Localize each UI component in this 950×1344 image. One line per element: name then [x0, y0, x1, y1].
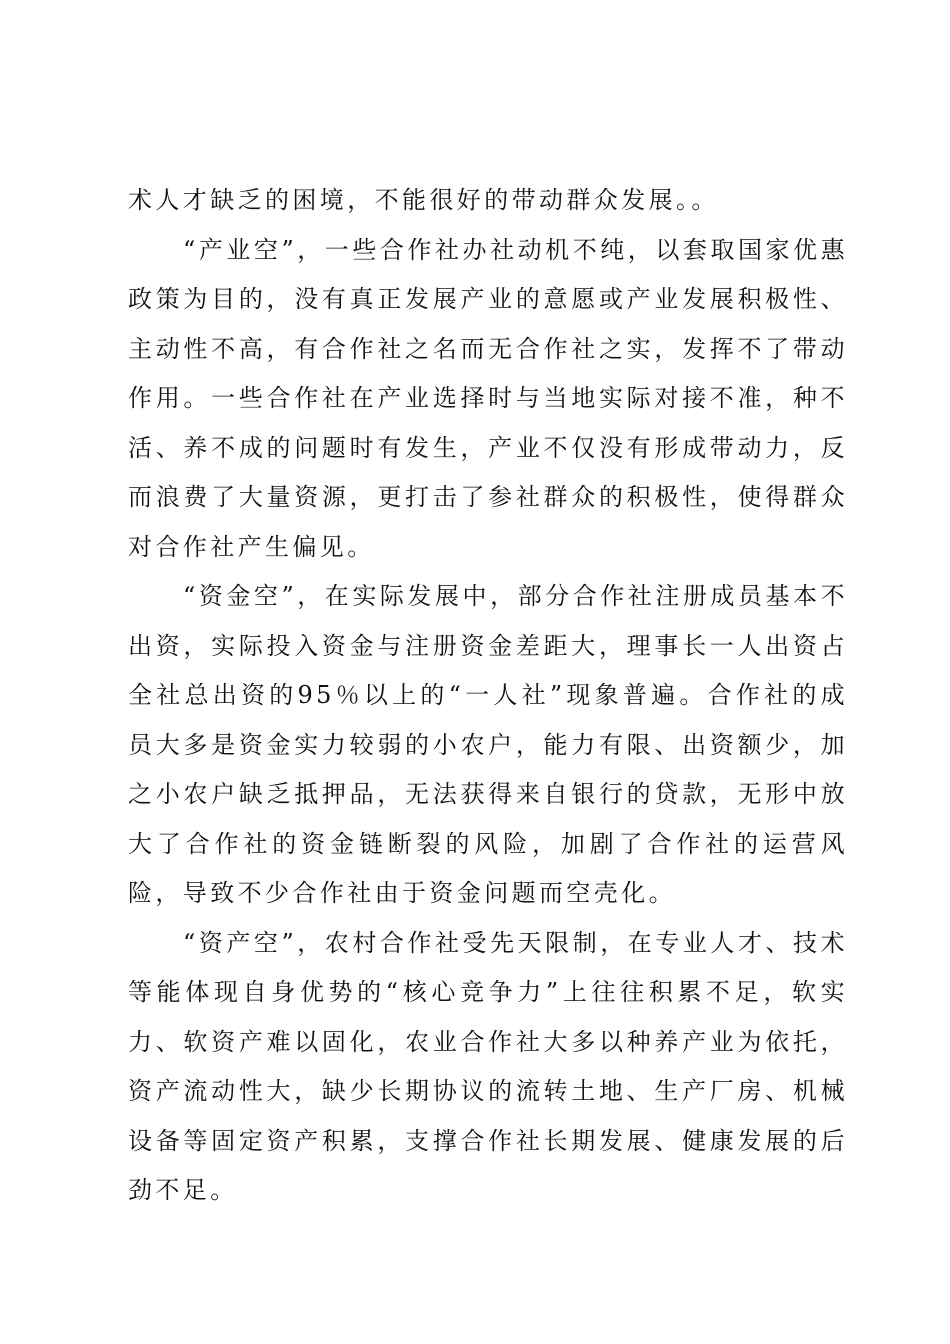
paragraph-industry-empty: “产业空”，一些合作社办社动机不纯，以套取国家优惠政策为目的，没有真正发展产业的意愿或产业发展积极性、主动性不高，有合作社之名而无合作社之实，发挥不了带动作用。一些合作社在产业选择时与当地实际对接不准，种不活、养不成的问题时有发生，产业不仅没有形成带动力，反而浪费了大量资源，更打击了参社群众的积极性，使得群众对合作社产生偏见。	[128, 235, 848, 561]
paragraph-continuation: 术人才缺乏的困境，不能很好的带动群众发展。。	[128, 186, 719, 214]
paragraph-capital-empty: “资金空”，在实际发展中，部分合作社注册成员基本不出资，实际投入资金与注册资金差距大，理事长一人出资占全社总出资的95％以上的“一人社”现象普遍。合作社的成员大多是资金实力较弱的小农户，能力有限、出资额少，加之小农户缺乏抵押品，无法获得来自银行的贷款，无形中放大了合作社的资金链断裂的风险，加剧了合作社的运营风险，导致不少合作社由于资金问题而空壳化。	[128, 582, 848, 907]
paragraph-assets-empty: “资产空”，农村合作社受先天限制，在专业人才、技术等能体现自身优势的“核心竞争力”上往往积累不足，软实力、软资产难以固化，农业合作社大多以种养产业为依托，资产流动性大，缺少长期协议的流转土地、生产厂房、机械设备等固定资产积累，支撑合作社长期发展、健康发展的后劲不足。	[128, 928, 848, 1204]
document-body	[128, 176, 848, 1216]
